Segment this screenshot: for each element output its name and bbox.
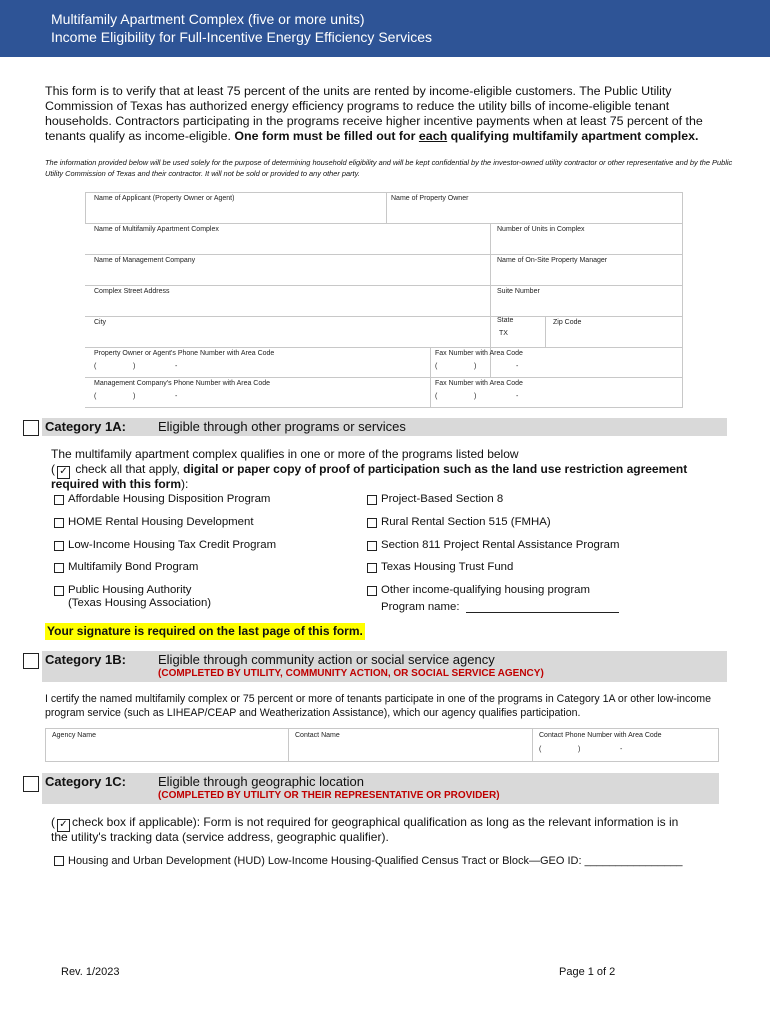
category-1a-desc: Eligible through other programs or services bbox=[158, 419, 406, 434]
category-1c-completed-by bbox=[158, 790, 500, 801]
label-agency-name: Agency Name bbox=[52, 732, 96, 739]
label-zip: Zip Code bbox=[553, 319, 582, 326]
label-fax-2: Fax Number with Area Code bbox=[435, 380, 523, 387]
program-name-field[interactable] bbox=[466, 612, 619, 613]
label-mgmt-company: Name of Management Company bbox=[94, 257, 196, 264]
category-1a-checkbox[interactable] bbox=[23, 420, 39, 436]
program-section-8: Project-Based Section 8 bbox=[381, 493, 504, 505]
intro-text: This form is to verify that at least 75 percent of the units are rented by income-eligible customers. The Public Utility Commission of Texas has authorized energy efficiency programs to reduce the utility bills of income-eligible tenant households. Contractors participating in the programs receive higher incentive payments when at least 75 percent of the tenants qualify as income-eligible. bbox=[45, 84, 703, 143]
privacy-notice: The information provided below will be used solely for the purpose of determining household eligibility and will be kept confidential by the investor-owned utility contractor or other representative and by the Public Utility Commission of Texas and their contractor. It will not be sold or provided to any other party. bbox=[45, 158, 733, 178]
contact-phone-dash: - bbox=[620, 746, 623, 753]
category-1b-desc: Eligible through community action or social service agency bbox=[158, 652, 495, 667]
label-state: State bbox=[497, 317, 514, 324]
label-contact-phone: Contact Phone Number with Area Code bbox=[539, 732, 662, 739]
category-1c-title: Category 1C: bbox=[45, 774, 126, 789]
label-fax-1: Fax Number with Area Code bbox=[435, 350, 523, 357]
mgmt-phone-dash: - bbox=[175, 393, 178, 400]
checkbox-tax-credit[interactable] bbox=[54, 541, 64, 551]
page-number: Page 1 of 2 bbox=[559, 966, 616, 978]
applicant-form bbox=[85, 192, 683, 408]
fax2-close-paren: ) bbox=[474, 393, 477, 400]
instruction-c: required with this form bbox=[51, 477, 182, 491]
check-line-text: check box if applicable): Form is not required for geographical qualification as long as the relevant information is in bbox=[72, 815, 679, 829]
category-1b-title: Category 1B: bbox=[45, 652, 126, 667]
program-other: Other income-qualifying housing program bbox=[381, 584, 590, 596]
label-owner-phone: Property Owner or Agent's Phone Number with Area Code bbox=[94, 350, 275, 357]
checkbox-public-housing[interactable] bbox=[54, 586, 64, 596]
paren-open: ( bbox=[51, 462, 55, 476]
checkbox-home-rental[interactable] bbox=[54, 518, 64, 528]
label-applicant-name: Name of Applicant (Property Owner or Agent) bbox=[94, 195, 235, 202]
intro-bold-end: qualifying multifamily apartment complex. bbox=[447, 129, 699, 143]
hud-geo-id: Housing and Urban Development (HUD) Low-Income Housing-Qualified Census Tract or Block—GEO ID: ________________ bbox=[68, 855, 683, 867]
program-affordable-housing: Affordable Housing Disposition Program bbox=[68, 493, 271, 505]
program-bond: Multifamily Bond Program bbox=[68, 561, 199, 573]
program-public-housing: Public Housing Authority bbox=[68, 584, 192, 596]
intro-paragraph bbox=[45, 84, 735, 144]
signature-notice: Your signature is required on the last page of this form. bbox=[47, 624, 363, 638]
label-mgmt-phone: Management Company's Phone Number with Area Code bbox=[94, 380, 271, 387]
red-text: COMPLETED BY UTILITY OR THEIR REPRESENTATIVE OR PROVIDER bbox=[161, 790, 497, 801]
owner-phone-close-paren: ) bbox=[133, 363, 136, 370]
checkmark-icon: ✓ bbox=[57, 819, 70, 832]
instruction-end: ): bbox=[181, 477, 189, 491]
label-complex-name: Name of Multifamily Apartment Complex bbox=[94, 226, 219, 233]
cat1b-certify: I certify the named multifamily complex or 75 percent or more of tenants participate in one of the programs in Category 1A or other low-income program service (such as LIHEAP/CEAP and Weatherization Assistance), which our agency qualifies participation. bbox=[45, 693, 711, 719]
paren-open: ( bbox=[51, 815, 55, 829]
cat1c-check-line-2: the utility's tracking data (service address, geographic qualifier). bbox=[51, 830, 389, 844]
fax2-open-paren: ( bbox=[435, 393, 438, 400]
red-open: ( bbox=[158, 790, 162, 801]
red-open: ( bbox=[158, 668, 162, 679]
red-text: COMPLETED BY UTILITY, COMMUNITY ACTION, OR SOCIAL SERVICE AGENCY bbox=[161, 668, 541, 679]
program-public-housing-sub: (Texas Housing Association) bbox=[68, 597, 212, 609]
program-trust-fund: Texas Housing Trust Fund bbox=[381, 561, 514, 573]
program-name-label: Program name: bbox=[381, 601, 460, 613]
category-1a-title: Category 1A: bbox=[45, 419, 126, 434]
instruction-b: digital or paper copy of proof of participation such as the land use restriction agreement bbox=[183, 462, 688, 476]
cat1a-instructions-end bbox=[51, 477, 188, 491]
owner-phone-dash: - bbox=[175, 363, 178, 370]
contact-phone-open-paren: ( bbox=[539, 746, 542, 753]
fax1-open-paren: ( bbox=[435, 363, 438, 370]
state-value: TX bbox=[499, 330, 508, 337]
form-title: Multifamily Apartment Complex (five or more units) bbox=[51, 11, 365, 27]
mgmt-phone-close-paren: ) bbox=[133, 393, 136, 400]
red-close: ) bbox=[540, 668, 544, 679]
checkbox-section-811[interactable] bbox=[367, 541, 377, 551]
label-onsite-manager: Name of On-Site Property Manager bbox=[497, 257, 608, 264]
agency-form bbox=[45, 728, 719, 762]
checkbox-hud[interactable] bbox=[54, 856, 64, 866]
program-home-rental: HOME Rental Housing Development bbox=[68, 516, 254, 528]
fax1-close-paren: ) bbox=[474, 363, 477, 370]
label-owner-name: Name of Property Owner bbox=[391, 195, 469, 202]
label-street: Complex Street Address bbox=[94, 288, 170, 295]
checkbox-section-8[interactable] bbox=[367, 495, 377, 505]
checkbox-trust-fund[interactable] bbox=[367, 563, 377, 573]
category-1b-checkbox[interactable] bbox=[23, 653, 39, 669]
owner-phone-open-paren: ( bbox=[94, 363, 97, 370]
checkbox-bond[interactable] bbox=[54, 563, 64, 573]
intro-bold-underline: each bbox=[418, 129, 448, 143]
fax1-dash: - bbox=[516, 363, 519, 370]
fax2-dash: - bbox=[516, 393, 519, 400]
contact-phone-close-paren: ) bbox=[578, 746, 581, 753]
program-section-811: Section 811 Project Rental Assistance Program bbox=[381, 539, 620, 551]
checkmark-icon: ✓ bbox=[57, 466, 70, 479]
category-1b-completed-by bbox=[158, 668, 544, 679]
instruction-a: check all that apply, bbox=[72, 462, 184, 476]
header-banner bbox=[0, 0, 770, 57]
cat1a-qualifies-text: The multifamily apartment complex qualifies in one or more of the programs listed below bbox=[51, 447, 519, 461]
label-suite: Suite Number bbox=[497, 288, 540, 295]
checkbox-rural-rental[interactable] bbox=[367, 518, 377, 528]
checkbox-other-program[interactable] bbox=[367, 586, 377, 596]
category-1c-desc: Eligible through geographic location bbox=[158, 774, 364, 789]
intro-bold: One form must be filled out for bbox=[234, 129, 419, 143]
program-tax-credit: Low-Income Housing Tax Credit Program bbox=[68, 539, 277, 551]
mgmt-phone-open-paren: ( bbox=[94, 393, 97, 400]
red-close: ) bbox=[496, 790, 500, 801]
program-rural-rental: Rural Rental Section 515 (FMHA) bbox=[381, 516, 551, 528]
checkbox-affordable-housing[interactable] bbox=[54, 495, 64, 505]
label-city: City bbox=[94, 319, 107, 326]
label-units: Number of Units in Complex bbox=[497, 226, 585, 233]
form-subtitle: Income Eligibility for Full-Incentive Energy Efficiency Services bbox=[51, 29, 433, 45]
revision: Rev. 1/2023 bbox=[61, 966, 120, 978]
category-1c-checkbox[interactable] bbox=[23, 776, 39, 792]
label-contact-name: Contact Name bbox=[295, 732, 340, 739]
